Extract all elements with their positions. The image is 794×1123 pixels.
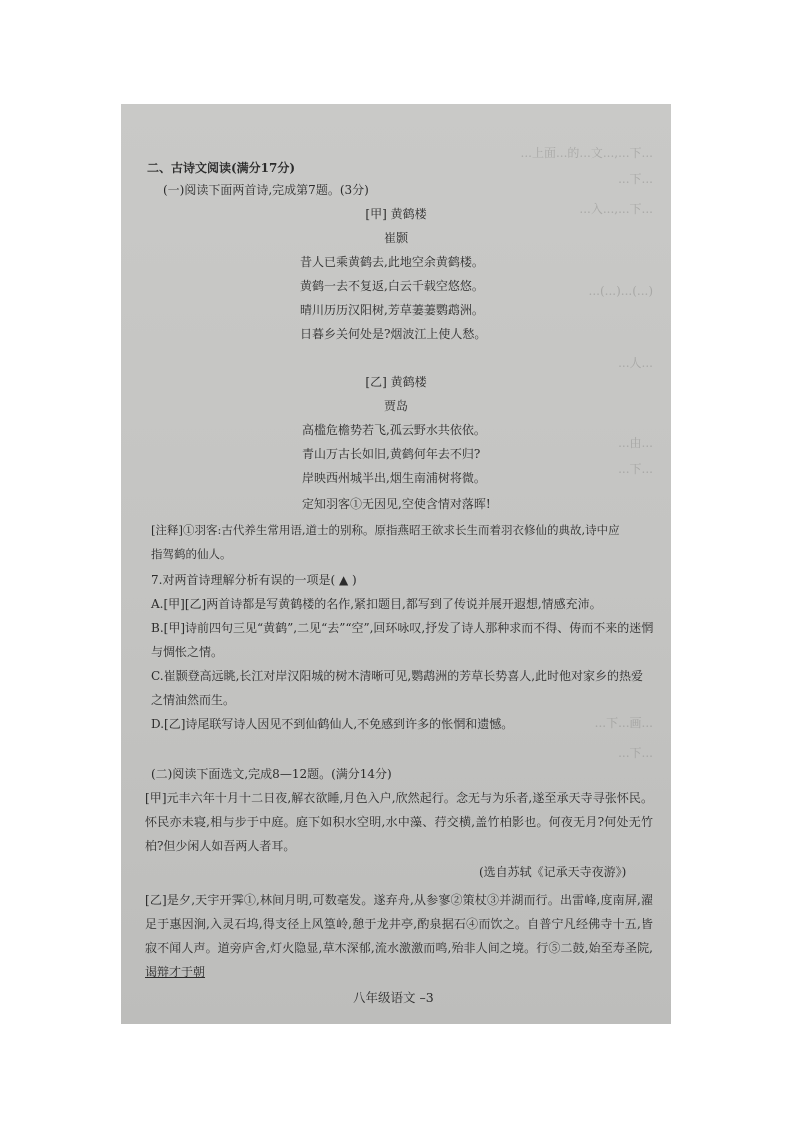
annotation: 指驾鹤的仙人。 — [151, 547, 232, 561]
poem-b-line: 高槛危檐势若飞,孤云野水共依依。 — [302, 423, 486, 437]
poem-b-line: 青山万古长如旧,黄鹤何年去不归? — [302, 447, 481, 461]
poem-a-line: 日暮乡关何处是?烟波江上使人愁。 — [300, 327, 487, 341]
bleed-through-text: ...下... — [618, 746, 653, 760]
option-b: 与惆怅之情。 — [151, 645, 224, 659]
bleed-through-text: ...入...,...下... — [579, 202, 653, 216]
poem-a-line: 昔人已乘黄鹤去,此地空余黄鹤楼。 — [300, 255, 484, 269]
poem-a-title: [甲] 黄鹤楼 — [365, 207, 427, 221]
poem-a-line: 黄鹤一去不复返,白云千载空悠悠。 — [300, 279, 484, 293]
bleed-through-text: ...上面...的...文...,...下... — [520, 146, 653, 160]
option-a: A.[甲][乙]两首诗都是写黄鹤楼的名作,紧扣题目,都写到了传说并展开遐想,情感充沛。 — [151, 597, 602, 611]
section-title: 二、古诗文阅读(满分17分) — [147, 161, 296, 175]
passage-b-text: [乙]是夕,天宇开霁①,林间月明,可数毫发。遂弃舟,从参寥②策杖③并湖而行。出雷峰,度南屏,濯足于惠因涧,入灵石坞,得支径上风篁岭,憩于龙井亭,酌泉据石④而饮之。自普宁凡经佛寺十五,皆寂不闻人声。道旁庐舍,灯火隐显,草木深郁,流水激激而鸣,殆非人间之境。行⑤二鼓,始至寿圣院, — [145, 893, 653, 955]
option-c: C.崔颢登高远眺,长江对岸汉阳城的树木清晰可见,鹦鹉洲的芳草长势喜人,此时他对家乡的热爱 — [151, 669, 644, 683]
poem-a-line: 晴川历历汉阳树,芳草萋萋鹦鹉洲。 — [300, 303, 484, 317]
poem-b-line: 定知羽客①无因见,空使含情对落晖! — [302, 497, 491, 511]
passage-a: [甲]元丰六年十月十二日夜,解衣欲睡,月色入户,欣然起行。念无与为乐者,遂至承天寺寻张怀民。怀民亦未寝,相与步于中庭。庭下如积水空明,水中藻、荇交横,盖竹柏影也。何夜无月?何处无竹柏?但少闲人如吾两人者耳。 — [145, 791, 653, 853]
bleed-through-text: ...由... — [618, 436, 653, 450]
poem-a-author: 崔颢 — [383, 231, 408, 245]
page-footer: 八年级语文 –3 — [353, 990, 434, 1005]
question-7: 7.对两首诗理解分析有误的一项是( ▲ ) — [151, 573, 357, 587]
poem-b-author: 贾岛 — [383, 399, 408, 413]
bleed-through-text: ...下... — [618, 462, 653, 476]
bleed-through-text: ...下...画... — [594, 716, 653, 730]
part1-instruction: (一)阅读下面两首诗,完成第7题。(3分) — [163, 183, 369, 197]
part2-instruction: (二)阅读下面选文,完成8—12题。(满分14分) — [151, 767, 392, 781]
option-c: 之情油然而生。 — [151, 693, 236, 707]
passage-b — [145, 888, 653, 984]
option-d: D.[乙]诗尾联写诗人因见不到仙鹤仙人,不免感到许多的怅惘和遗憾。 — [151, 717, 514, 731]
underlined-phrase: 谒辩才于朝 — [145, 965, 206, 979]
exam-page — [121, 104, 671, 1024]
poem-b-title: [乙] 黄鹤楼 — [365, 375, 427, 389]
annotation: [注释]①羽客:古代养生常用语,道士的别称。原指燕昭王欲求长生而着羽衣修仙的典故,诗中应 — [151, 523, 620, 537]
bleed-through-text: ...下... — [618, 172, 653, 186]
poem-b-line: 岸映西州城半出,烟生南浦树将微。 — [302, 471, 486, 485]
bleed-through-text: ...(...)...(...) — [588, 284, 653, 298]
passage-a-source: (选自苏轼《记承天寺夜游》) — [479, 865, 627, 879]
option-b: B.[甲]诗前四句三见“黄鹤”,二见“去”“空”,回环咏叹,抒发了诗人那种求而不得、俦而不来的迷惘 — [151, 621, 654, 635]
bleed-through-text: ...人... — [618, 356, 653, 370]
